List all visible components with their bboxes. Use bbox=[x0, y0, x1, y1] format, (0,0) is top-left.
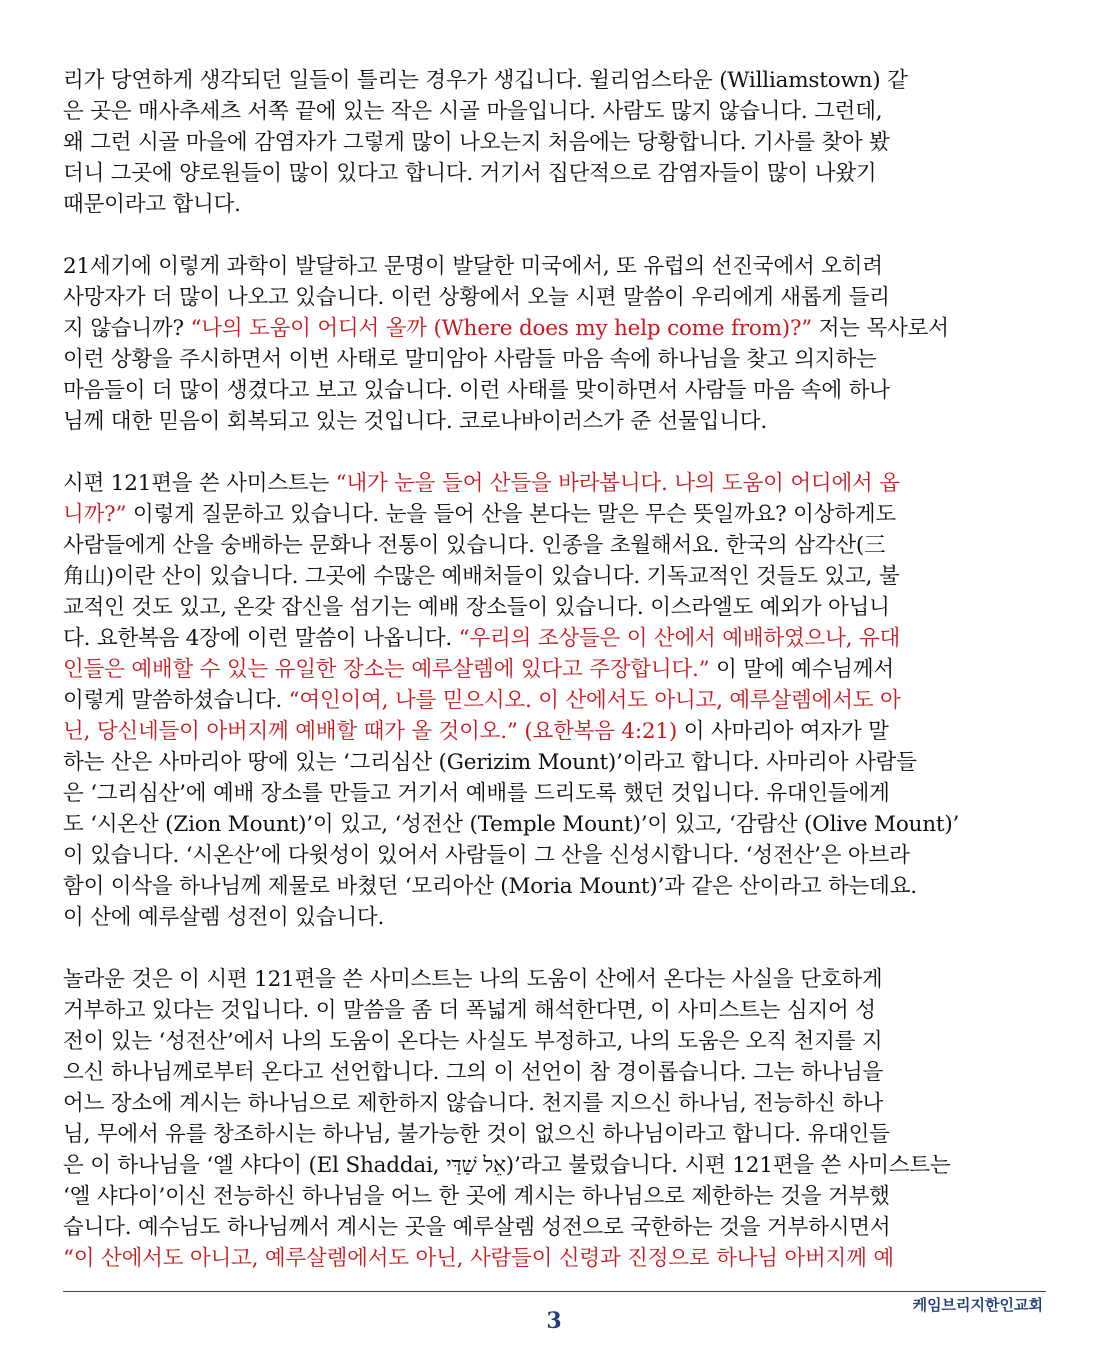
text-segment: 은 곳은 매사추세츠 서쪽 끝에 있는 작은 시골 마을입니다. 사람도 많지 않습니다. 그런데, bbox=[63, 99, 883, 124]
text-line bbox=[63, 995, 1046, 1026]
text-segment: 으신 하나님께로부터 온다고 선언합니다. 그의 이 선언이 참 경이롭습니다. 그는 하나님을 bbox=[63, 1060, 884, 1085]
scripture-quote: “이 산에서도 아니고, 예루살렘에서도 아닌, 사람들이 신령과 진정으로 하나님 아버지께 예 bbox=[63, 1246, 894, 1271]
text-line bbox=[63, 778, 1046, 809]
text-segment: 지 않습니까? bbox=[63, 316, 191, 341]
text-segment: 은 이 하나님을 ‘엘 샤다이 (El Shaddai, אֵל שַׁדַּי)’라고 불렀습니다. 시편 121편을 쓴 사미스트는 bbox=[63, 1153, 951, 1178]
text-segment: 더니 그곳에 양로원들이 많이 있다고 합니다. 거기서 집단적으로 감염자들이 많이 나왔기 bbox=[63, 161, 877, 186]
text-line bbox=[63, 499, 1046, 530]
text-segment: 놀라운 것은 이 시편 121편을 쓴 사미스트는 나의 도움이 산에서 온다는 사실을 단호하게 bbox=[63, 967, 883, 992]
text-line bbox=[63, 96, 1046, 127]
text-line bbox=[63, 65, 1046, 96]
text-segment: 님, 무에서 유를 창조하시는 하나님, 불가능한 것이 없으신 하나님이라고 합니다. 유대인들 bbox=[63, 1122, 890, 1147]
text-line bbox=[63, 685, 1046, 716]
text-line bbox=[63, 313, 1046, 344]
text-segment: 어느 장소에 계시는 하나님으로 제한하지 않습니다. 천지를 지으신 하나님, 전능하신 하나 bbox=[63, 1091, 884, 1116]
text-segment: 저는 목사로서 bbox=[812, 316, 949, 341]
text-segment: 사망자가 더 많이 나오고 있습니다. 이런 상황에서 오늘 시편 말씀이 우리에게 새롭게 들리 bbox=[63, 285, 890, 310]
text-line bbox=[63, 871, 1046, 902]
text-line bbox=[63, 1026, 1046, 1057]
text-line bbox=[63, 902, 1046, 933]
text-segment: 은 ‘그리심산’에 예배 장소를 만들고 거기서 예배를 드리도록 했던 것입니다. 유대인들에게 bbox=[63, 781, 890, 806]
text-segment: 왜 그런 시골 마을에 감염자가 그렇게 많이 나오는지 처음에는 당황합니다. 기사를 찾아 봤 bbox=[63, 130, 890, 155]
scripture-quote: 니까?” bbox=[63, 502, 127, 527]
text-segment: 21세기에 이렇게 과학이 발달하고 문명이 발달한 미국에서, 또 유럽의 선진국에서 오히려 bbox=[63, 254, 883, 279]
text-segment: 이 산에 예루살렘 성전이 있습니다. bbox=[63, 905, 385, 930]
footer-divider bbox=[63, 1291, 1046, 1292]
paragraph bbox=[63, 65, 1046, 220]
text-line bbox=[63, 592, 1046, 623]
body-text bbox=[63, 65, 1046, 1305]
text-segment: 이런 상황을 주시하면서 이번 사태로 말미암아 사람들 마음 속에 하나님을 찾고 의지하는 bbox=[63, 347, 877, 372]
text-line bbox=[63, 158, 1046, 189]
text-line bbox=[63, 468, 1046, 499]
text-line bbox=[63, 840, 1046, 871]
text-line bbox=[63, 344, 1046, 375]
paragraph bbox=[63, 468, 1046, 933]
paragraph bbox=[63, 251, 1046, 437]
text-segment: 교적인 것도 있고, 온갖 잡신을 섬기는 예배 장소들이 있습니다. 이스라엘도 예외가 아닙니 bbox=[63, 595, 890, 620]
scripture-quote: “내가 눈을 들어 산들을 바라봅니다. 나의 도움이 어디에서 옵 bbox=[335, 471, 900, 496]
text-line bbox=[63, 964, 1046, 995]
text-line bbox=[63, 1057, 1046, 1088]
text-segment: 이 말에 예수님께서 bbox=[709, 657, 894, 682]
text-line bbox=[63, 406, 1046, 437]
scripture-quote: “우리의 조상들은 이 산에서 예배하였으나, 유대 bbox=[458, 626, 901, 651]
text-segment: 이 있습니다. ‘시온산’에 다윗성이 있어서 사람들이 그 산을 신성시합니다. ‘성전산’은 아브라 bbox=[63, 843, 910, 868]
text-line bbox=[63, 654, 1046, 685]
text-line bbox=[63, 1088, 1046, 1119]
text-line bbox=[63, 282, 1046, 313]
text-segment: 리가 당연하게 생각되던 일들이 틀리는 경우가 생깁니다. 윌리엄스타운 (Williamstown) 같 bbox=[63, 68, 908, 93]
church-name: 케임브리지한인교회 bbox=[912, 1296, 1043, 1314]
text-line bbox=[63, 530, 1046, 561]
text-line bbox=[63, 1212, 1046, 1243]
text-segment: 전이 있는 ‘성전산’에서 나의 도움이 온다는 사실도 부정하고, 나의 도움은 오직 천지를 지 bbox=[63, 1029, 883, 1054]
scripture-quote: 닌, 당신네들이 아버지께 예배할 때가 올 것이오.” (요한복음 4:21) bbox=[63, 719, 678, 744]
text-segment: 하는 산은 사마리아 땅에 있는 ‘그리심산 (Gerizim Mount)’이라고 합니다. 사마리아 사람들 bbox=[63, 750, 917, 775]
text-segment: 함이 이삭을 하나님께 제물로 바쳤던 ‘모리아산 (Moria Mount)’과 같은 산이라고 하는데요. bbox=[63, 874, 917, 899]
text-segment: 이렇게 질문하고 있습니다. 눈을 들어 산을 본다는 말은 무슨 뜻일까요? 이상하게도 bbox=[126, 502, 896, 527]
scripture-quote: “여인이여, 나를 믿으시오. 이 산에서도 아니고, 예루살렘에서도 아 bbox=[288, 688, 901, 713]
text-segment: 시편 121편을 쓴 사미스트는 bbox=[63, 471, 336, 496]
text-segment: 마음들이 더 많이 생겼다고 보고 있습니다. 이런 사태를 맞이하면서 사람들 마음 속에 하나 bbox=[63, 378, 890, 403]
text-line bbox=[63, 623, 1046, 654]
text-segment: 角山)이란 산이 있습니다. 그곳에 수많은 예배처들이 있습니다. 기독교적인 것들도 있고, 불 bbox=[63, 564, 900, 589]
text-line bbox=[63, 1119, 1046, 1150]
text-line bbox=[63, 1181, 1046, 1212]
text-segment: ‘엘 샤다이’이신 전능하신 하나님을 어느 한 곳에 계시는 하나님으로 제한하는 것을 거부했 bbox=[63, 1184, 890, 1209]
text-segment: 님께 대한 믿음이 회복되고 있는 것입니다. 코로나바이러스가 준 선물입니다. bbox=[63, 409, 767, 434]
text-line bbox=[63, 1243, 1046, 1274]
text-line bbox=[63, 375, 1046, 406]
scripture-quote: 인들은 예배할 수 있는 유일한 장소는 예루살렘에 있다고 주장합니다.” bbox=[63, 657, 710, 682]
text-line bbox=[63, 1150, 1046, 1181]
paragraph bbox=[63, 964, 1046, 1274]
text-line bbox=[63, 561, 1046, 592]
text-segment: 이 사마리아 여자가 말 bbox=[677, 719, 889, 744]
page-number: 3 bbox=[546, 1308, 562, 1334]
text-line bbox=[63, 809, 1046, 840]
text-segment: 사람들에게 산을 숭배하는 문화나 전통이 있습니다. 인종을 초월해서요. 한국의 삼각산(三 bbox=[63, 533, 886, 558]
scripture-quote: “나의 도움이 어디서 올까 (Where does my help come from)?” bbox=[190, 316, 813, 341]
text-segment: 이렇게 말씀하셨습니다. bbox=[63, 688, 289, 713]
text-segment: 다. 요한복음 4장에 이런 말씀이 나옵니다. bbox=[63, 626, 459, 651]
text-line bbox=[63, 251, 1046, 282]
text-line bbox=[63, 189, 1046, 220]
text-line bbox=[63, 747, 1046, 778]
text-line bbox=[63, 127, 1046, 158]
text-segment: 습니다. 예수님도 하나님께서 계시는 곳을 예루살렘 성전으로 국한하는 것을 거부하시면서 bbox=[63, 1215, 891, 1240]
text-segment: 때문이라고 합니다. bbox=[63, 192, 241, 217]
text-segment: 거부하고 있다는 것입니다. 이 말씀을 좀 더 폭넓게 해석한다면, 이 사미스트는 심지어 성 bbox=[63, 998, 876, 1023]
text-segment: 도 ‘시온산 (Zion Mount)’이 있고, ‘성전산 (Temple Mount)’이 있고, ‘감람산 (Olive Mount)’ bbox=[63, 812, 960, 837]
text-line bbox=[63, 716, 1046, 747]
